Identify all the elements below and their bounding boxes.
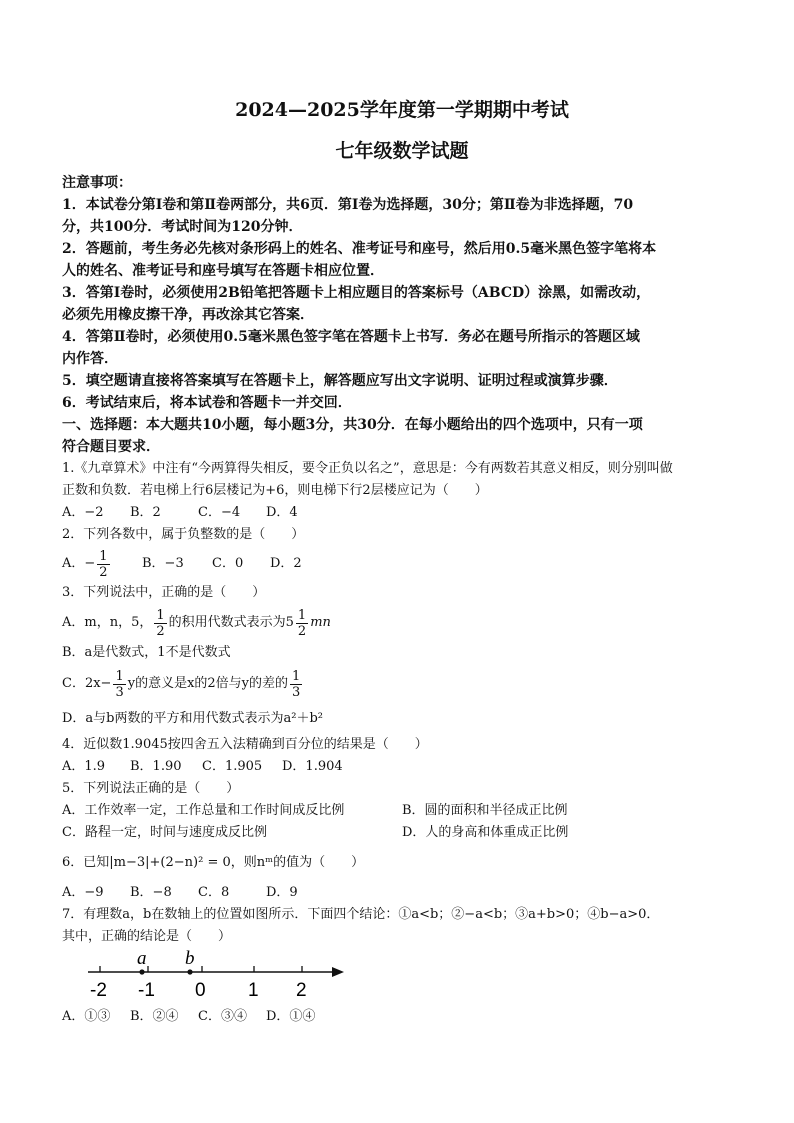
notice-line: 人的姓名、准考证号和座号填写在答题卡相应位置． (62, 263, 384, 279)
q5-option-b: B．圆的面积和半径成正比例 (402, 803, 568, 818)
q3-option-d: D．a与b两数的平方和用代数式表示为a²＋b² (62, 711, 323, 726)
q5-stem: 5．下列说法正确的是（ ） (62, 781, 240, 796)
q5-option-d: D．人的身高和体重成正比例 (402, 825, 569, 840)
tick-label: -2 (90, 980, 107, 1001)
q6-option-b: B．−8 (130, 885, 172, 900)
section-heading: 一、选择题：本大题共10小题，每小题3分，共30分．在每小题给出的四个选项中，只有一项 (62, 417, 643, 433)
number-line (82, 948, 352, 1006)
q2-option-d: D．2 (270, 556, 302, 571)
q7-options (62, 1006, 742, 1028)
q3-option-b: B．a是代数式，1不是代数式 (62, 645, 231, 660)
point-b-dot (187, 969, 192, 974)
q2-option-c: C．0 (212, 556, 244, 571)
q3-stem: 3．下列说法中，正确的是（ ） (62, 585, 266, 600)
q1-option-d: D．4 (266, 505, 298, 520)
q1-options (62, 502, 742, 524)
fraction: 1 2 (156, 607, 165, 639)
fraction: 1 2 (297, 607, 307, 639)
point-b-label: b (185, 948, 195, 969)
q4-option-b: B．1.90 (130, 759, 182, 774)
q7-option-d: D．①④ (266, 1009, 316, 1024)
q6-stem: 6．已知|m−3|+(2−n)² = 0，则nᵐ的值为（ ） (62, 855, 365, 870)
q5-option-c: C．路程一定，时间与速度成反比例 (62, 825, 267, 840)
fraction: 1 3 (292, 668, 301, 700)
q7-option-a: A．①③ (62, 1009, 111, 1024)
notice-line: 6．考试结束后，将本试卷和答题卡一并交回． (62, 395, 352, 411)
tick-label: 2 (296, 980, 307, 1001)
q5-options-row-1 (62, 800, 742, 822)
q6-option-c: C．8 (198, 885, 230, 900)
exam-subtitle: 七年级数学试题 (335, 140, 469, 162)
q7-stem-cont: 其中，正确的结论是（ ） (62, 929, 232, 944)
exam-title: 2024—2025学年度第一学期期中考试 (235, 99, 569, 121)
tick-label: 0 (195, 980, 206, 1001)
q4-option-c: C．1.905 (202, 759, 263, 774)
q4-option-a: A．1.9 (62, 759, 106, 774)
notice-section (62, 172, 742, 414)
notice-heading: 注意事项： (62, 175, 132, 191)
tick-label: 1 (248, 980, 259, 1001)
q4-stem: 4．近似数1.9045按四舍五入法精确到百分位的结果是（ ） (62, 737, 428, 752)
q7-stem: 7．有理数a，b在数轴上的位置如图所示．下面四个结论：①a<b；②−a<b；③a+b>0；④b−a>0． (62, 907, 660, 922)
notice-line: 分，共100分．考试时间为120分钟． (62, 219, 303, 235)
point-a-label: a (137, 948, 147, 969)
q1-stem-cont: 正数和负数．若电梯上行6层楼记为+6，则电梯下行2层楼应记为（ ） (62, 483, 488, 498)
fraction: $\frac{1}{2}$ (99, 548, 108, 580)
notice-line: 4．答第Ⅱ卷时，必须使用0.5毫米黑色签字笔在答题卡上书写．务必在题号所指示的答题区域 (62, 329, 640, 345)
q3-option-c: C．2x− $\frac{1}{3}$ y的意义是x的2倍与y的差的 1 3 (62, 668, 301, 700)
question-5 (62, 778, 742, 844)
fraction: $\frac{1}{3}$ (115, 668, 124, 700)
question-2 (62, 524, 742, 582)
q4-option-d: D．1.904 (282, 759, 343, 774)
question-6 (62, 844, 742, 904)
q5-options-row-2 (62, 822, 742, 844)
q1-option-c: C．−4 (198, 505, 241, 520)
notice-line: 内作答． (62, 351, 118, 367)
q7-option-c: C．③④ (198, 1009, 247, 1024)
exam-page (62, 95, 742, 1028)
q2-option-b: B．−3 (142, 556, 184, 571)
q1-option-b: B．2 (130, 505, 161, 520)
q6-option-d: D．9 (266, 885, 298, 900)
question-7 (62, 904, 742, 1028)
axis-arrow-icon (332, 967, 344, 977)
q2-option-a: A． − $\frac{1}{2}$ (62, 548, 108, 580)
question-1 (62, 458, 742, 524)
notice-line: 3．答第Ⅰ卷时，必须使用2B铅笔把答题卡上相应题目的答案标号（ABCD）涂黑，如需改动， (62, 285, 651, 301)
number-line-figure (62, 948, 742, 1006)
notice-line: 1．本试卷分第Ⅰ卷和第Ⅱ卷两部分，共6页．第Ⅰ卷为选择题，30分；第Ⅱ卷为非选择题，70 (62, 197, 634, 213)
point-a-dot (139, 969, 144, 974)
tick-label: -1 (138, 980, 155, 1001)
q6-options (62, 882, 742, 904)
notice-line: 必须先用橡皮擦干净，再改涂其它答案． (62, 307, 314, 323)
q7-option-b: B．②④ (130, 1009, 179, 1024)
notice-line: 5．填空题请直接将答案填写在答题卡上，解答题应写出文字说明、证明过程或演算步骤． (62, 373, 618, 389)
q2-stem: 2．下列各数中，属于负整数的是（ ） (62, 527, 305, 542)
question-3 (62, 582, 742, 734)
q6-option-a: A．−9 (62, 885, 104, 900)
q1-stem: 1.《九章算术》中注有“今两算得失相反，要令正负以名之”，意思是：今有两数若其意义相反，则分别叫做 (62, 461, 673, 476)
section-heading-cont: 符合题目要求． (62, 439, 160, 455)
q3-option-a: A．m，n，5， 1 2 的积用代数式表示为5 1 2 mn (62, 607, 331, 639)
q5-option-a: A．工作效率一定，工作总量和工作时间成反比例 (62, 803, 345, 818)
q2-options (62, 546, 742, 582)
question-4 (62, 734, 742, 778)
notice-line: 2．答题前，考生务必先核对条形码上的姓名、准考证号和座号，然后用0.5毫米黑色签字笔将本 (62, 241, 657, 257)
q1-option-a: A．−2 (62, 505, 104, 520)
q4-options (62, 756, 742, 778)
